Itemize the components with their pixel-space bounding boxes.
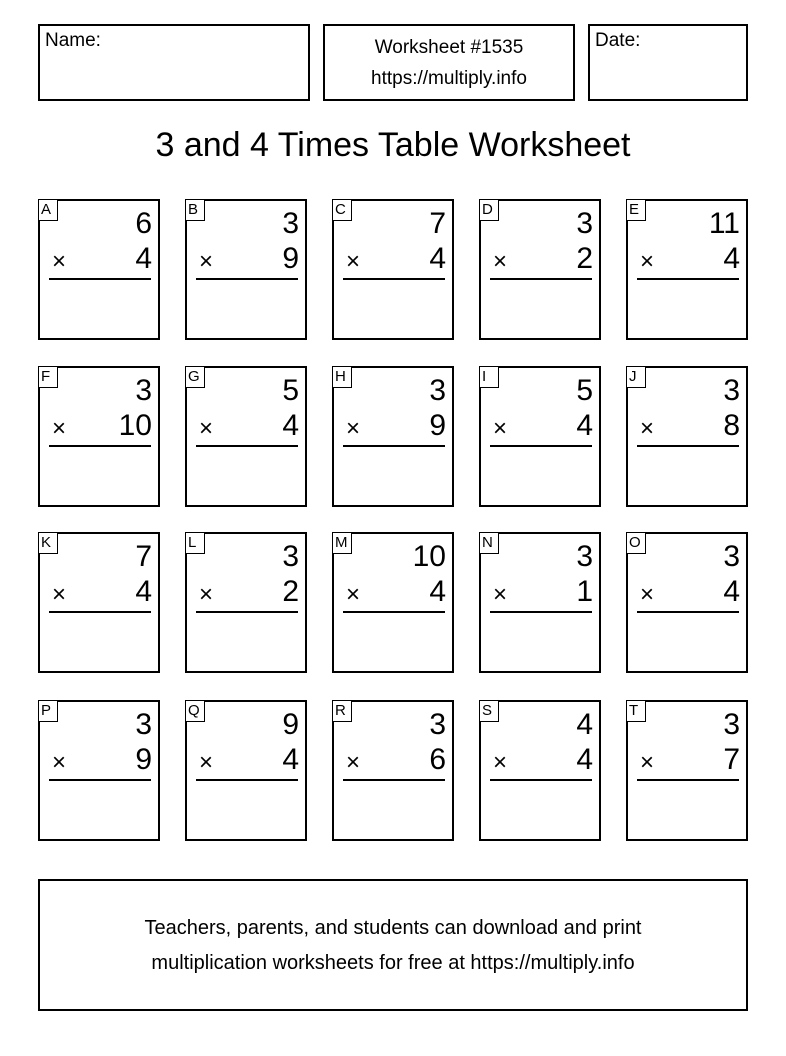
problem-letter: T (626, 700, 646, 722)
times-sign: × (493, 415, 508, 442)
multiplier: 4 (723, 575, 740, 608)
multiplicand: 5 (282, 374, 299, 407)
times-sign: × (199, 581, 214, 608)
problem-letter: E (626, 199, 646, 221)
multiplicand: 7 (135, 540, 152, 573)
problem-card (332, 199, 454, 340)
times-sign: × (640, 749, 655, 776)
times-sign: × (52, 749, 67, 776)
multiplicand: 3 (723, 374, 740, 407)
worksheet-number: Worksheet #1535 (374, 37, 524, 58)
multiplier: 10 (118, 409, 152, 442)
date-box (588, 24, 748, 101)
multiplicand: 3 (429, 374, 446, 407)
problem-letter: A (38, 199, 58, 221)
answer-line (49, 445, 151, 447)
multiplier: 4 (429, 242, 446, 275)
multiplier: 1 (576, 575, 593, 608)
answer-line (343, 445, 445, 447)
footer-box (38, 879, 748, 1011)
times-sign: × (346, 749, 361, 776)
times-sign: × (640, 581, 655, 608)
problem-card (185, 700, 307, 841)
date-label: Date: (595, 30, 641, 51)
problem-card (38, 532, 160, 673)
problem-letter: B (185, 199, 205, 221)
times-sign: × (199, 749, 214, 776)
answer-line (49, 611, 151, 613)
times-sign: × (346, 248, 361, 275)
multiplier: 7 (723, 743, 740, 776)
answer-line (490, 445, 592, 447)
multiplier: 4 (282, 409, 299, 442)
problem-card (38, 199, 160, 340)
answer-line (196, 278, 298, 280)
problem-card (626, 366, 748, 507)
problem-letter: K (38, 532, 58, 554)
answer-line (343, 779, 445, 781)
multiplicand: 3 (282, 540, 299, 573)
answer-line (196, 445, 298, 447)
answer-line (637, 611, 739, 613)
multiplier: 2 (282, 575, 299, 608)
problem-card (626, 199, 748, 340)
problem-letter: F (38, 366, 58, 388)
times-sign: × (493, 749, 508, 776)
problem-card (479, 366, 601, 507)
answer-line (343, 278, 445, 280)
multiplicand: 3 (135, 708, 152, 741)
name-box (38, 24, 310, 101)
multiplicand: 3 (576, 207, 593, 240)
multiplicand: 11 (708, 207, 740, 240)
answer-line (490, 278, 592, 280)
problem-card (185, 366, 307, 507)
problem-card (332, 366, 454, 507)
multiplier: 4 (135, 242, 152, 275)
problem-card (479, 532, 601, 673)
times-sign: × (52, 248, 67, 275)
answer-line (343, 611, 445, 613)
problem-letter: Q (185, 700, 205, 722)
problem-card (332, 700, 454, 841)
problem-letter: O (626, 532, 646, 554)
answer-line (196, 779, 298, 781)
problem-letter: J (626, 366, 646, 388)
answer-line (490, 611, 592, 613)
multiplicand: 6 (135, 207, 152, 240)
times-sign: × (346, 581, 361, 608)
problem-card (38, 700, 160, 841)
times-sign: × (199, 415, 214, 442)
problem-letter: I (479, 366, 499, 388)
problem-letter: R (332, 700, 352, 722)
times-sign: × (199, 248, 214, 275)
problem-card (479, 700, 601, 841)
multiplier: 4 (135, 575, 152, 608)
problem-card (38, 366, 160, 507)
footer-line-1: Teachers, parents, and students can download and print (144, 917, 642, 939)
page-title: 3 and 4 Times Table Worksheet (155, 126, 631, 164)
multiplier: 4 (429, 575, 446, 608)
times-sign: × (493, 248, 508, 275)
answer-line (196, 611, 298, 613)
multiplicand: 10 (412, 540, 446, 573)
name-label: Name: (45, 30, 101, 51)
problem-letter: D (479, 199, 499, 221)
answer-line (637, 278, 739, 280)
answer-line (490, 779, 592, 781)
multiplier: 4 (282, 743, 299, 776)
footer-line-2: multiplication worksheets for free at https://multiply.info (151, 952, 635, 974)
multiplicand: 3 (282, 207, 299, 240)
problem-card (185, 199, 307, 340)
problem-letter: H (332, 366, 352, 388)
problem-card (332, 532, 454, 673)
answer-line (637, 779, 739, 781)
answer-line (637, 445, 739, 447)
multiplier: 9 (135, 743, 152, 776)
multiplier: 6 (429, 743, 446, 776)
multiplier: 4 (576, 743, 593, 776)
problem-letter: G (185, 366, 205, 388)
problem-card (185, 532, 307, 673)
problem-card (626, 700, 748, 841)
multiplicand: 3 (723, 540, 740, 573)
multiplicand: 4 (576, 708, 593, 741)
multiplicand: 3 (576, 540, 593, 573)
multiplicand: 5 (576, 374, 593, 407)
multiplier: 8 (723, 409, 740, 442)
multiplicand: 7 (429, 207, 446, 240)
problem-letter: P (38, 700, 58, 722)
multiplier: 9 (429, 409, 446, 442)
problem-letter: M (332, 532, 352, 554)
multiplier: 2 (576, 242, 593, 275)
problem-card (626, 532, 748, 673)
times-sign: × (52, 581, 67, 608)
times-sign: × (346, 415, 361, 442)
times-sign: × (52, 415, 67, 442)
multiplicand: 9 (282, 708, 299, 741)
multiplicand: 3 (723, 708, 740, 741)
times-sign: × (493, 581, 508, 608)
multiplier: 4 (576, 409, 593, 442)
worksheet-url: https://multiply.info (371, 68, 527, 89)
answer-line (49, 278, 151, 280)
multiplier: 4 (723, 242, 740, 275)
problem-card (479, 199, 601, 340)
answer-line (49, 779, 151, 781)
multiplier: 9 (282, 242, 299, 275)
times-sign: × (640, 415, 655, 442)
multiplicand: 3 (429, 708, 446, 741)
problem-letter: S (479, 700, 499, 722)
problem-letter: C (332, 199, 352, 221)
problem-letter: N (479, 532, 499, 554)
times-sign: × (640, 248, 655, 275)
worksheet-info-box (323, 24, 575, 101)
multiplicand: 3 (135, 374, 152, 407)
problem-letter: L (185, 532, 205, 554)
